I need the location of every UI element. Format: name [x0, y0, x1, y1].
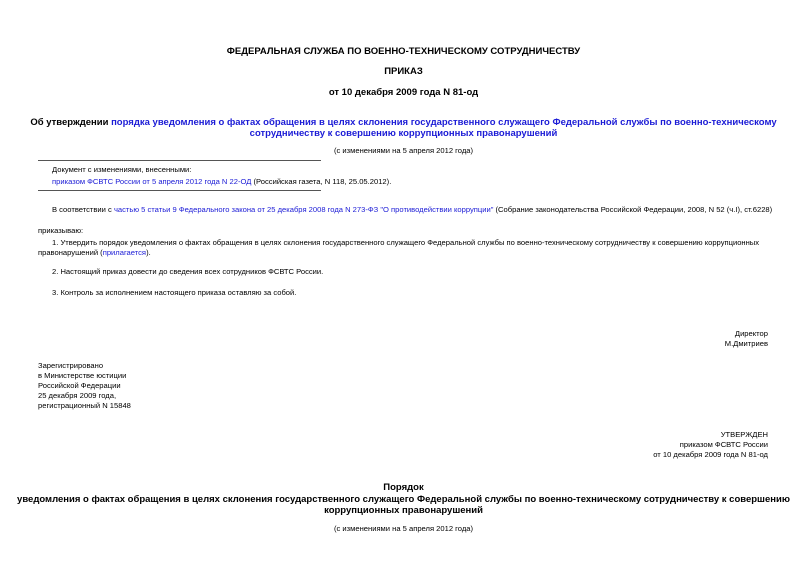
anticorruption-law-link[interactable]: частью 5 статьи 9 Федерального закона от 25 декабря 2008 года N 273-ФЗ "О противодействии коррупции"	[113, 205, 494, 214]
order-item-1	[38, 238, 768, 258]
preamble-prefix: В соответствии с	[52, 205, 114, 214]
doc-type: ПРИКАЗ	[384, 66, 423, 77]
change-block-heading: Документ с изменениями, внесенными:	[52, 165, 192, 174]
approval-block	[653, 430, 768, 460]
preamble	[52, 205, 772, 215]
title-link-procedure-cont[interactable]: сотрудничеству к совершению коррупционных правонарушений	[249, 128, 558, 139]
appendix-title: Порядок	[383, 482, 424, 493]
registration-line-3: Российской Федерации	[38, 381, 121, 390]
signature-block	[725, 329, 768, 349]
amending-order-source: (Российская газета, N 118, 25.05.2012).	[251, 177, 392, 186]
preamble-suffix: (Собрание законодательства Российской Федерации, 2008, N 52 (ч.I), ст.6228)	[493, 205, 773, 214]
doc-date-number: от 10 декабря 2009 года N 81-од	[328, 87, 479, 98]
appendix-subtitle-line-2: коррупционных правонарушений	[324, 505, 483, 516]
order-item-1-text: 1. Утвердить порядок уведомления о фактах обращения в целях склонения государственного служащего Федеральной службы по военно-техническому сотрудничеству к совершению коррупционных	[52, 238, 760, 247]
orders-word: приказываю:	[38, 226, 84, 235]
order-item-1-cont	[38, 248, 768, 258]
appendix-subtitle	[0, 494, 807, 516]
approval-line-3: от 10 декабря 2009 года N 81-од	[653, 450, 768, 459]
amending-order-link[interactable]: приказом ФСВТС России от 5 апреля 2012 года N 22-ОД	[52, 177, 252, 186]
order-item-1-prefix: правонарушений (	[38, 248, 103, 257]
signatory-position: Директор	[734, 329, 768, 338]
signatory-name: М.Дмитриев	[724, 339, 768, 348]
document-title	[0, 117, 807, 139]
approval-line-1: УТВЕРЖДЕН	[720, 430, 768, 439]
amendments-note: (с изменениями на 5 апреля 2012 года)	[333, 146, 474, 155]
registration-line-4: 25 декабря 2009 года,	[38, 391, 117, 400]
registration-number: регистрационный N 15848	[38, 401, 131, 410]
title-link-procedure[interactable]: порядка уведомления о фактах обращения в целях склонения государственного служащего Федеральной службы по военно-техническому	[111, 117, 777, 128]
order-item-1-suffix: ).	[146, 248, 151, 257]
agency-name: ФЕДЕРАЛЬНАЯ СЛУЖБА ПО ВОЕННО-ТЕХНИЧЕСКОМУ СОТРУДНИЧЕСТВУ	[226, 46, 581, 57]
appendix-subtitle-line-1: уведомления о фактах обращения в целях склонения государственного служащего Федеральной службы по военно-техническому сотрудничеству к совершению	[17, 494, 790, 505]
order-item-2: 2. Настоящий приказ довести до сведения всех сотрудников ФСВТС России.	[52, 267, 324, 276]
appendix-amendments-note: (с изменениями на 5 апреля 2012 года)	[333, 524, 474, 533]
title-prefix: Об утверждении	[30, 117, 112, 128]
registration-line-1: Зарегистрировано	[38, 361, 104, 370]
approval-line-2: приказом ФСВТС России	[679, 440, 768, 449]
registration-block	[38, 361, 131, 411]
change-block-ref	[52, 177, 391, 187]
divider-top	[38, 160, 321, 161]
attachment-link[interactable]: прилагается	[102, 248, 147, 257]
registration-line-2: в Министерстве юстиции	[38, 371, 127, 380]
order-item-3: 3. Контроль за исполнением настоящего приказа оставляю за собой.	[52, 288, 297, 297]
divider-bottom	[38, 190, 321, 191]
